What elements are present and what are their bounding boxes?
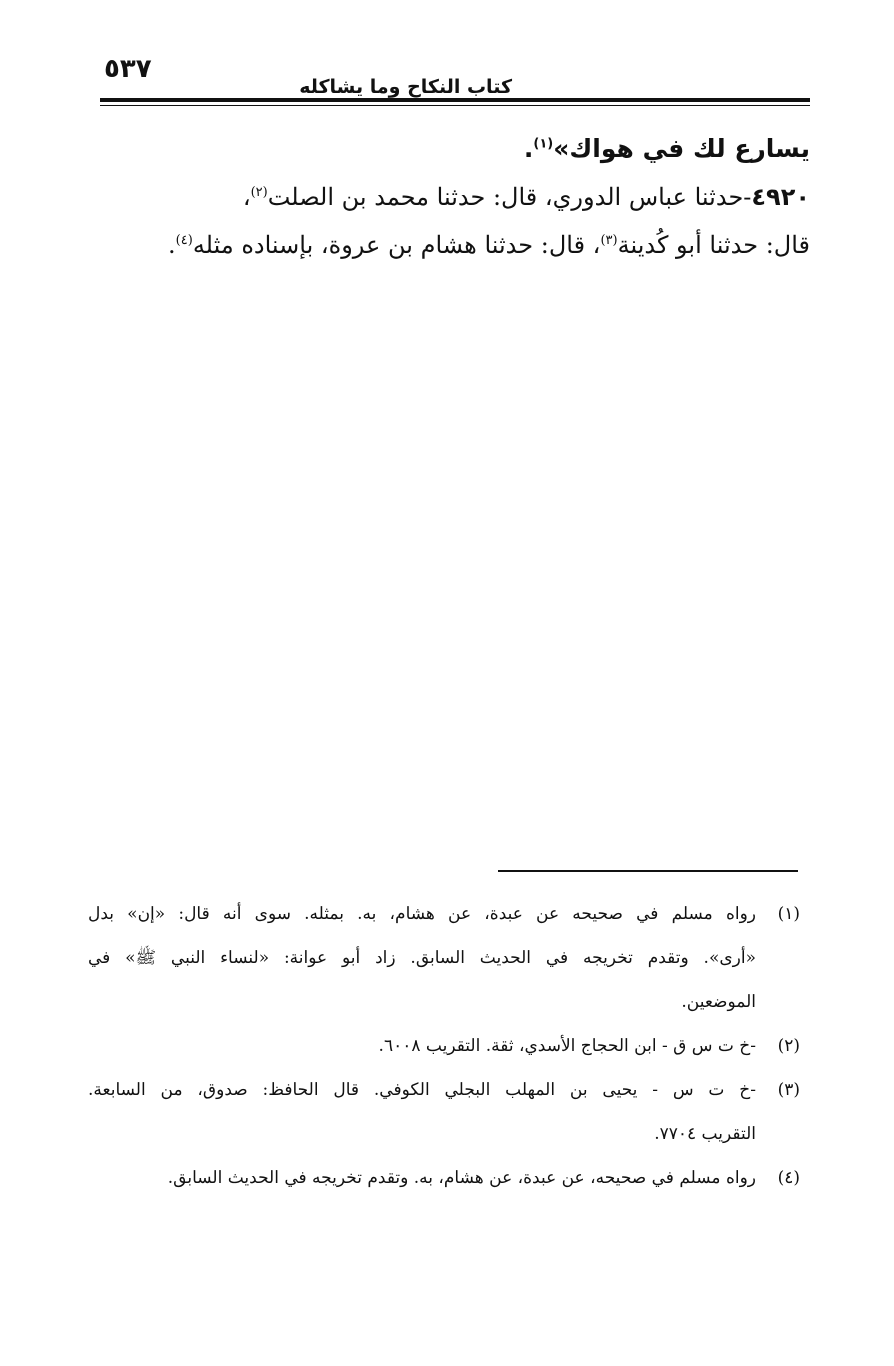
- footnote-line: «أرى». وتقدم تخريجه في الحديث السابق. زاد أبو عوانة: «لنساء النبي ﷺ» في: [88, 948, 756, 968]
- footnote-line: الموضعين.: [681, 992, 756, 1012]
- footnote-ref-2: (٢): [250, 185, 268, 200]
- footnote-marker: (٢): [777, 1036, 800, 1056]
- footnote-line: رواه مسلم في صحيحه، عن عبدة، عن هشام، به. وتقدم تخريجه في الحديث السابق.: [167, 1168, 756, 1188]
- text-line-3: [110, 221, 810, 269]
- footnote-text: [88, 1024, 756, 1068]
- footnote-separator: [498, 870, 798, 872]
- footnote-line: رواه مسلم في صحيحه عن عبدة، عن هشام، به. بمثله. سوى أنه قال: «إن» بدل: [88, 904, 756, 924]
- footnote-ref-1: (١): [533, 136, 554, 152]
- page-number: ٥٣٧: [104, 54, 152, 84]
- running-title: كتاب النكاح وما يشاكله: [299, 76, 512, 98]
- footnote-text: [88, 1156, 756, 1200]
- footnote-4: [88, 1156, 800, 1200]
- text-line-2: [110, 173, 810, 221]
- text-span: قال: حدثنا أبو كُدينة: [617, 231, 810, 259]
- text-line-1: [110, 125, 810, 173]
- line-end-punct: ،: [242, 183, 251, 211]
- footnote-ref-4: (٤): [175, 233, 193, 248]
- footnote-ref-3: (٣): [600, 233, 618, 248]
- text-span: يسارع لك في هواك»: [553, 134, 810, 163]
- footnote-text: [88, 892, 756, 1024]
- text-span: ، قال: حدثنا هشام بن عروة، بإسناده مثله: [192, 231, 601, 259]
- footnote-marker: (٤): [777, 1168, 800, 1188]
- line-end-punct: .: [168, 231, 176, 259]
- line-end-punct: .: [523, 134, 534, 163]
- footnote-line: -خ ت س ق - ابن الحجاج الأسدي، ثقة. التقريب ٦٠٠٨.: [378, 1036, 756, 1056]
- footnote-line: التقريب ٧٧٠٤.: [654, 1124, 756, 1144]
- header-rule-thick: [100, 98, 810, 102]
- footnote-text: [88, 1068, 756, 1156]
- footnote-2: [88, 1024, 800, 1068]
- header-rule-thin: [100, 105, 810, 106]
- footnote-1: [88, 892, 800, 1024]
- main-text: [110, 125, 810, 269]
- text-span: -حدثنا عباس الدوري، قال: حدثنا محمد بن الصلت: [267, 183, 752, 211]
- footnote-3: [88, 1068, 800, 1156]
- footnote-marker: (١): [777, 904, 800, 924]
- footnote-line: -خ ت س - يحيى بن المهلب البجلي الكوفي. قال الحافظ: صدوق، من السابعة.: [88, 1080, 756, 1100]
- footnotes: [88, 892, 800, 1200]
- hadith-number: ٤٩٢٠: [751, 183, 810, 211]
- footnote-marker: (٣): [777, 1080, 800, 1100]
